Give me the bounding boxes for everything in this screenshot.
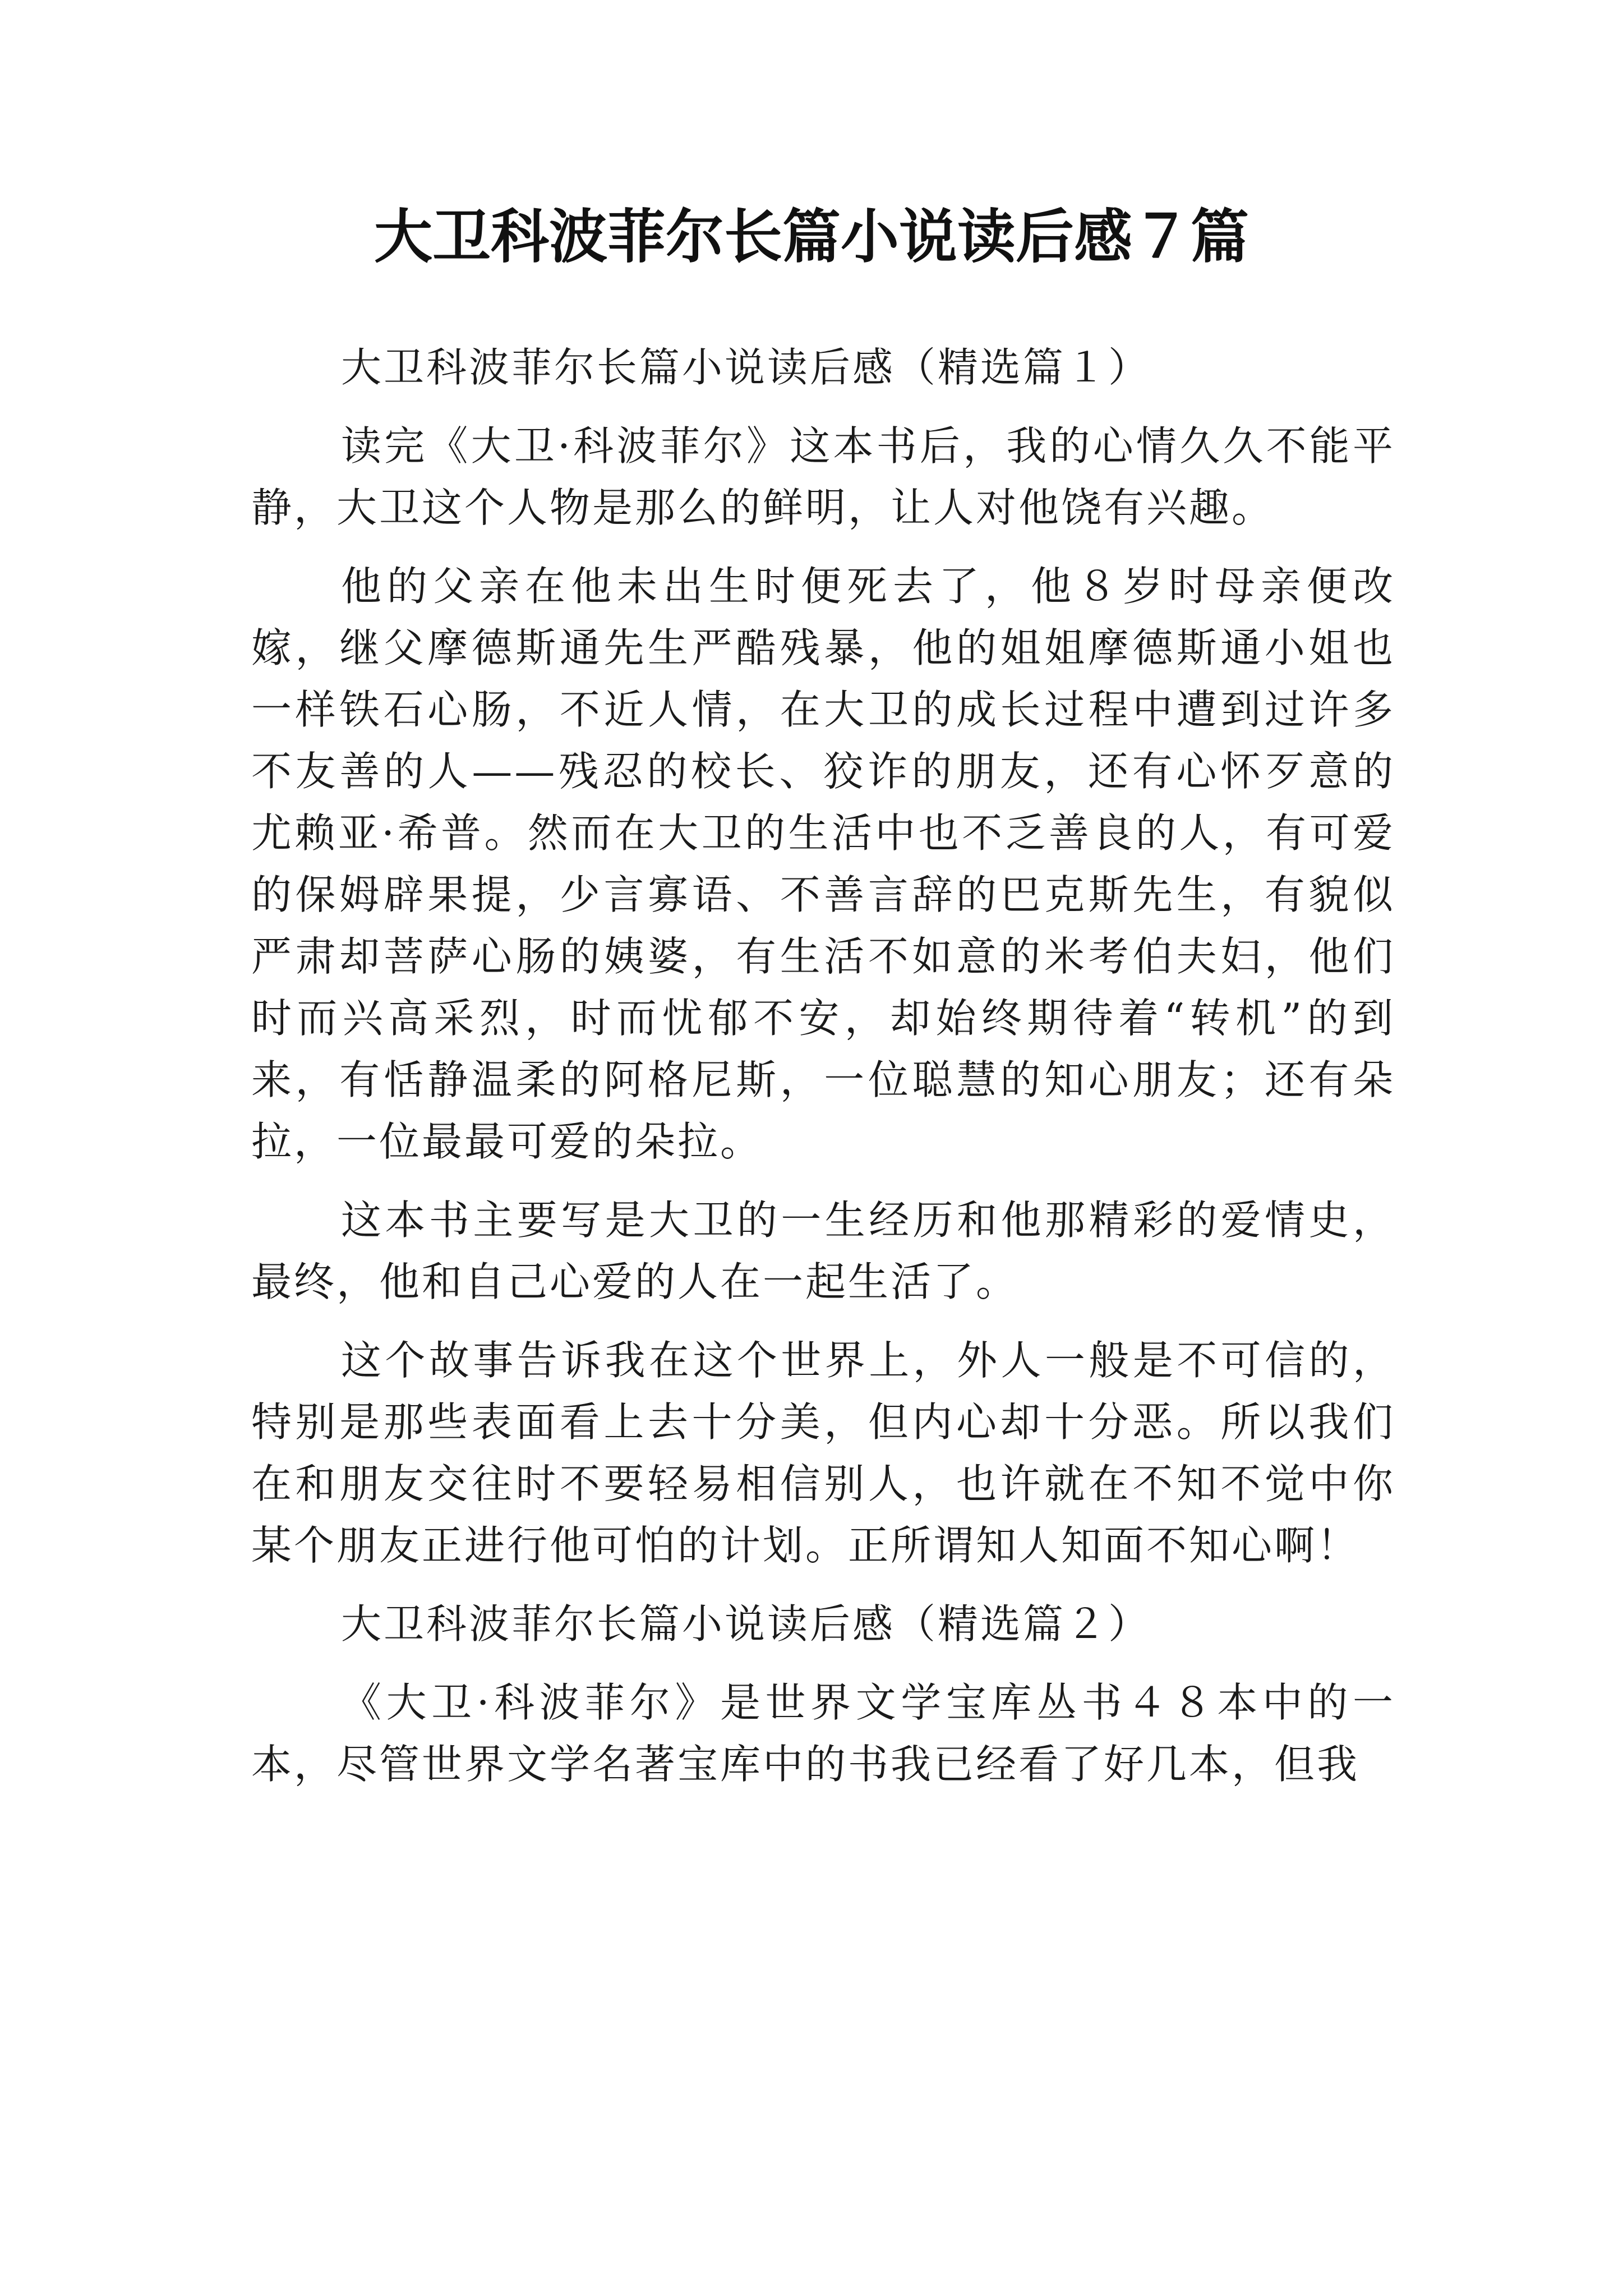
document-title: 大卫科波菲尔长篇小说读后感７篇: [374, 202, 1249, 271]
paragraph: 读完《大卫·科波菲尔》这本书后，我的心情久久不能平静，大卫这个人物是那么的鲜明，让人对他饶有兴趣。: [251, 422, 1395, 531]
paragraph: 这本书主要写是大卫的一生经历和他那精彩的爱情史，最终，他和自己心爱的人在一起生活了。: [251, 1197, 1395, 1305]
paragraph: 他的父亲在他未出生时便死去了，他８岁时母亲便改嫁，继父摩德斯通先生严酷残暴，他的姐姐摩德斯通小姐也一样铁石心肠，不近人情，在大卫的成长过程中遭到过许多不友善的人——残忍的校长、狡诈的朋友，还有心怀歹意的尤赖亚·希普。然而在大卫的生活中也不乏善良的人，有可爱的保姆辟果提，少言寡语、不善言辞的巴克斯先生，有貌似严肃却菩萨心肠的姨婆，有生活不如意的米考伯夫妇，他们时而兴高采烈，时而忧郁不安，却始终期待着“转机”的到来，有恬静温柔的阿格尼斯，一位聪慧的知心朋友；还有朵拉，一位最最可爱的朵拉。: [251, 563, 1395, 1165]
paragraph: 《大卫·科波菲尔》是世界文学宝库丛书４８本中的一本，尽管世界文学名著宝库中的书我已经看了好几本，但我: [251, 1679, 1395, 1788]
section-heading-2: 大卫科波菲尔长篇小说读后感（精选篇２）: [341, 1600, 1151, 1648]
document-body: [251, 337, 1395, 1812]
section-heading-1: 大卫科波菲尔长篇小说读后感（精选篇１）: [341, 344, 1151, 391]
paragraph: 这个故事告诉我在这个世界上，外人一般是不可信的，特别是那些表面看上去十分美，但内心却十分恶。所以我们在和朋友交往时不要轻易相信别人，也许就在不知不觉中你某个朋友正进行他可怕的计划。正所谓知人知面不知心啊！: [251, 1337, 1395, 1569]
